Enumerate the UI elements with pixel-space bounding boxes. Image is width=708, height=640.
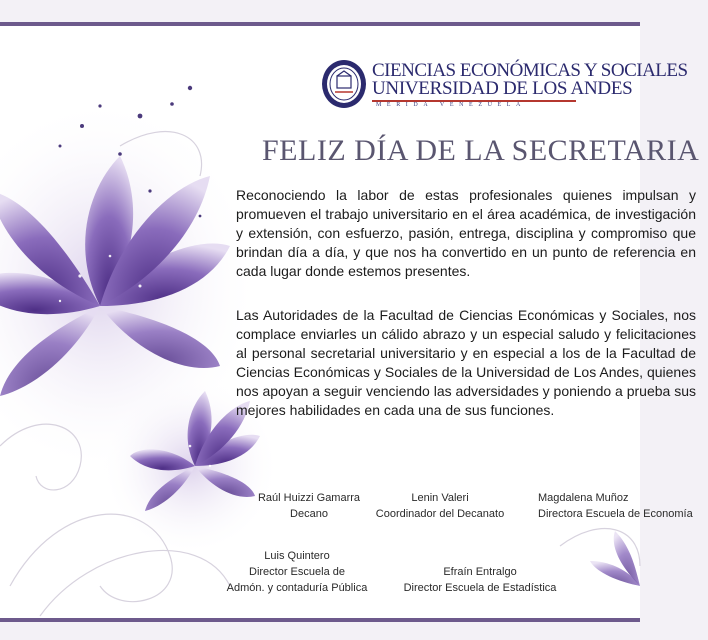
signature-economics-director (538, 490, 708, 522)
signature-accounting-director (212, 548, 382, 596)
signature-coordinator (360, 490, 520, 522)
signature-name: Luis Quintero (264, 550, 330, 562)
signature-name: Raúl Huizzi Gamarra (257, 492, 361, 504)
university-seal-icon (320, 58, 368, 110)
logo-faculty-name: CIENCIAS ECONÓMICAS Y SOCIALES (372, 60, 688, 81)
card-title: FELIZ DÍA DE LA SECRETARIA (262, 134, 700, 167)
signature-role: Decano (290, 508, 328, 520)
signature-role: Coordinador del Decanato (375, 508, 505, 520)
signature-statistics-director (392, 564, 568, 596)
paragraph-recognition: Reconociendo la labor de estas profesionales quienes impulsan y promueven el trabajo universitario en el área académica, de investigación y extensión, con esfuerzo, pasión, entrega, disciplina y compromiso que brindan día a día, y que nos ha convertido en un punto de referencia en cada lugar donde estemos presentes. (236, 187, 696, 279)
signature-name: Efraín Entralgo (443, 566, 517, 578)
signature-name: Lenin Valeri (411, 492, 469, 504)
greeting-card (0, 22, 700, 622)
logo-location: MÉRIDA VENEZUELA (376, 102, 526, 108)
signature-role: Director Escuela de Estadística (403, 582, 557, 594)
signature-role-continued: Admón. y contaduría Pública (226, 582, 368, 594)
signature-name: Magdalena Muñoz (538, 492, 629, 504)
logo-university-name: UNIVERSIDAD DE LOS ANDES (372, 78, 633, 99)
university-logo (320, 58, 688, 110)
paragraph-greetings: Las Autoridades de la Facultad de Ciencias Económicas y Sociales, nos complace enviarles un cálido abrazo y un especial saludo y felicitaciones al personal secretarial universitario y en especial a los de la Facultad de Ciencias Económicas y Sociales de la Universidad de Los Andes, quienes nos apoyan a seguir venciendo las adversidades y poniendo a prueba sus mejores habilidades en cada una de sus funciones. (236, 307, 696, 418)
corner-flower-icon (590, 531, 640, 586)
signature-role: Director Escuela de (249, 566, 345, 578)
signature-role: Directora Escuela de Economía (538, 508, 693, 520)
